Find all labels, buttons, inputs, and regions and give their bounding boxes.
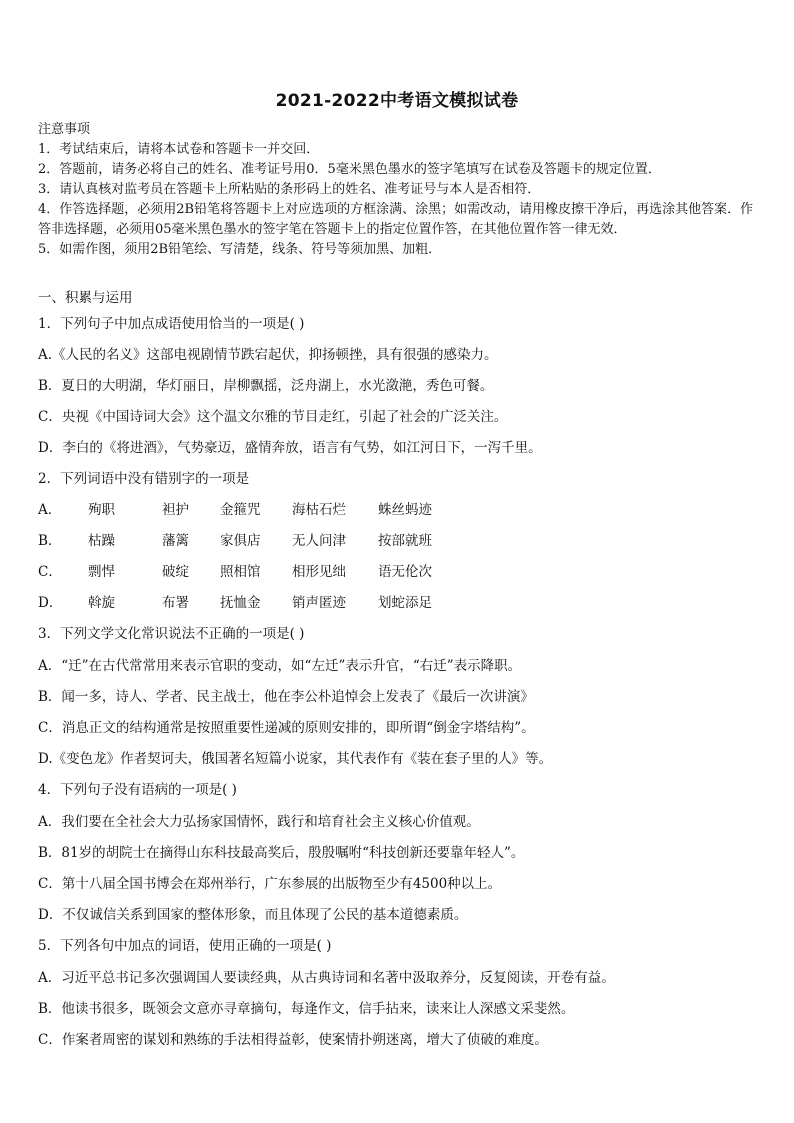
question-5-option-a: A．习近平总书记多次强调国人要读经典，从古典诗词和名著中汲取养分，反复阅读，开卷有益。	[38, 970, 615, 986]
option-word: 抚恤金	[220, 595, 261, 611]
question-1-option-c: C．央视《中国诗词大会》这个温文尔雅的节目走红，引起了社会的广泛关注。	[38, 409, 508, 425]
option-word: 家俱店	[220, 533, 261, 549]
option-word: 金箍咒	[220, 502, 261, 518]
option-word: 照相馆	[220, 564, 261, 580]
option-word: 蛛丝蚂迹	[378, 502, 432, 518]
notice-item: 1．考试结束后，请将本试卷和答题卡一并交回．	[38, 142, 320, 157]
exam-title: 2021-2022中考语文模拟试卷	[275, 91, 519, 111]
option-word: 剽悍	[88, 564, 115, 580]
option-word: 海枯石烂	[292, 502, 346, 518]
option-word: 破绽	[162, 564, 189, 580]
question-3-option-c: C．消息正文的结构通常是按照重要性递减的原则安排的，即所谓“倒金字塔结构”。	[38, 720, 535, 736]
notice-item: 4．作答选择题，必须用2B铅笔将答题卡上对应选项的方框涂满、涂黑；如需改动，请用橡皮擦干净后，再选涂其他答案．作答非选择题，必须用05毫米黑色墨水的签字笔在答题卡上的指定位置作答，在其他位置作答一律无效．	[38, 202, 754, 237]
question-5-option-b: B．他读书很多，既领会文意亦寻章摘句，每逢作文，信手拈来，读来让人深感文采斐然。	[38, 1001, 575, 1017]
question-2-option-d	[38, 591, 468, 611]
question-1-option-a: A.《人民的名义》这部电视剧情节跌宕起伏，抑扬顿挫，具有很强的感染力。	[38, 347, 498, 363]
option-word: 无人问津	[292, 533, 346, 549]
question-4-option-d: D．不仅诚信关系到国家的整体形象，而且体现了公民的基本道德素质。	[38, 907, 468, 923]
question-3-option-a: A．“迁”在古代常常用来表示官职的变动，如“左迁”表示升官，“右迁”表示降职。	[38, 658, 522, 674]
option-word: 划蛇添足	[378, 595, 432, 611]
question-3-option-b: B．闻一多，诗人、学者、民主战士，他在李公朴追悼会上发表了《最后一次讲演》	[38, 689, 534, 705]
notice-block	[38, 120, 760, 260]
option-word: 藩篱	[162, 533, 189, 549]
option-word: 枯躁	[88, 533, 115, 549]
notice-item: 3．请认真核对监考员在答题卡上所粘贴的条形码上的姓名、准考证号与本人是否相符．	[38, 182, 541, 197]
notice-item: 5．如需作图，须用2B铅笔绘、写清楚，线条、符号等须加黑、加粗．	[38, 242, 442, 257]
question-4-option-c: C．第十八届全国书博会在郑州举行，广东参展的出版物至少有4500种以上。	[38, 876, 502, 892]
option-label: B．	[38, 533, 62, 549]
option-word: 按部就班	[378, 533, 432, 549]
question-4-option-b: B．81岁的胡院士在摘得山东科技最高奖后，殷殷嘱咐“科技创新还要靠年轻人”。	[38, 845, 525, 861]
option-word: 殉职	[88, 502, 115, 518]
option-word: 销声匿迹	[292, 595, 346, 611]
section-heading: 一、积累与运用	[38, 290, 133, 306]
option-word: 相形见绌	[292, 564, 346, 580]
option-word: 语无伦次	[378, 564, 432, 580]
option-label: A．	[38, 502, 62, 518]
question-2-option-c	[38, 560, 468, 580]
question-2-option-b	[38, 529, 468, 549]
question-1-option-d: D．李白的《将进酒》，气势豪迈，盛情奔放，语言有气势，如江河日下，一泻千里。	[38, 440, 542, 456]
option-label: C．	[38, 564, 62, 580]
option-label: D．	[38, 595, 63, 611]
question-3-stem: 3．下列文学文化常识说法不正确的一项是( )	[38, 626, 305, 642]
question-3-option-d: D.《变色龙》作者契诃夫，俄国著名短篇小说家，其代表作有《装在套子里的人》等。	[38, 751, 553, 767]
option-word: 布署	[162, 595, 189, 611]
question-1-stem: 1．下列句子中加点成语使用恰当的一项是( )	[38, 316, 305, 332]
question-2-stem: 2．下列词语中没有错别字的一项是	[38, 471, 250, 487]
notice-item: 2．答题前，请务必将自己的姓名、准考证号用0．5毫米黑色墨水的签字笔填写在试卷及答题卡的规定位置．	[38, 162, 661, 177]
question-5-stem: 5．下列各句中加点的词语，使用正确的一项是( )	[38, 938, 332, 954]
option-word: 袒护	[162, 502, 189, 518]
question-2-option-a	[38, 498, 468, 518]
question-5-option-c: C．作案者周密的谋划和熟练的手法相得益彰，使案情扑朔迷离，增大了侦破的难度。	[38, 1032, 548, 1048]
question-4-option-a: A．我们要在全社会大力弘扬家国情怀，践行和培育社会主义核心价值观。	[38, 814, 480, 830]
question-4-stem: 4．下列句子没有语病的一项是( )	[38, 782, 237, 798]
question-1-option-b: B．夏日的大明湖，华灯丽日，岸柳飘摇，泛舟湖上，水光潋滟，秀色可餐。	[38, 378, 494, 394]
notice-heading: 注意事项	[38, 122, 91, 137]
option-word: 斡旋	[88, 595, 115, 611]
